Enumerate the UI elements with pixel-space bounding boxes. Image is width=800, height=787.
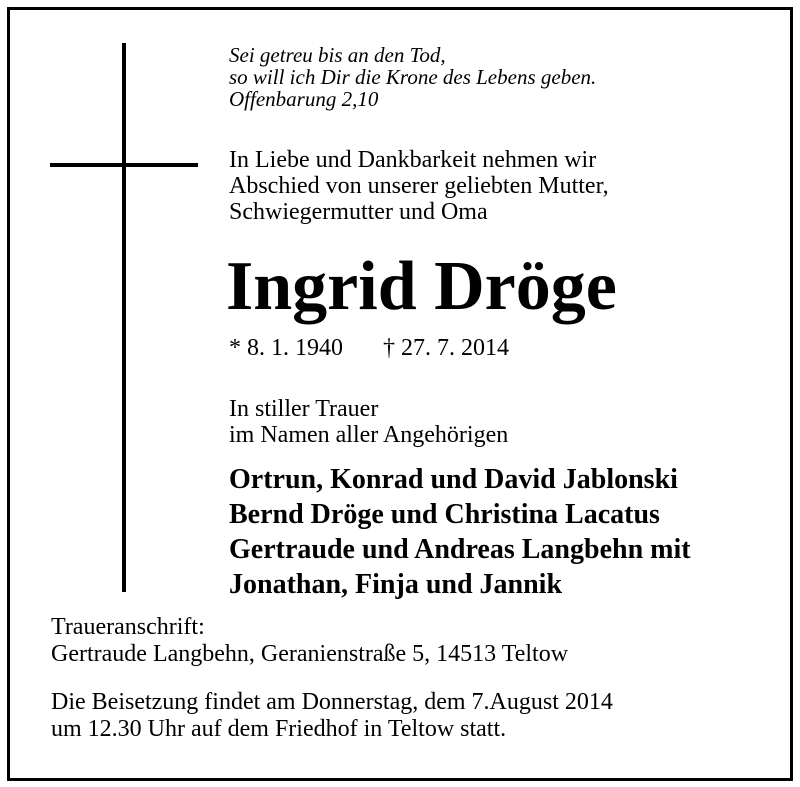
family-line: Gertraude und Andreas Langbehn mit: [229, 534, 691, 565]
death-date: † 27. 7. 2014: [383, 335, 509, 361]
birth-date: * 8. 1. 1940: [229, 335, 343, 361]
intro-line: In Liebe und Dankbarkeit nehmen wir: [229, 147, 597, 173]
intro-line: Schwiegermutter und Oma: [229, 199, 488, 225]
address-line: Gertraude Langbehn, Geranienstraße 5, 14513 Teltow: [51, 641, 569, 667]
cross-icon: [122, 43, 126, 592]
family-line: Jonathan, Finja und Jannik: [229, 569, 563, 600]
deceased-name: Ingrid Dröge: [226, 248, 617, 325]
funeral-line: Die Beisetzung findet am Donnerstag, dem 7.August 2014: [51, 689, 613, 715]
family-names: [229, 462, 691, 602]
family-line: Bernd Dröge und Christina Lacatus: [229, 499, 660, 530]
intro-text: [229, 147, 609, 225]
verse-line: Sei getreu bis an den Tod,: [229, 43, 446, 67]
mourning-address: [51, 614, 568, 668]
intro-line: Abschied von unserer geliebten Mutter,: [229, 173, 609, 199]
life-dates: [229, 334, 509, 362]
verse-reference: Offenbarung 2,10: [229, 87, 379, 111]
verse-line: so will ich Dir die Krone des Lebens geben.: [229, 65, 597, 89]
address-label: Traueranschrift:: [51, 614, 205, 640]
funeral-line: um 12.30 Uhr auf dem Friedhof in Teltow statt.: [51, 716, 507, 742]
cross-icon-bar: [50, 163, 198, 167]
funeral-info: [51, 689, 613, 743]
bible-verse: [229, 44, 596, 110]
family-line: Ortrun, Konrad und David Jablonski: [229, 464, 678, 495]
mourning-line: In stiller Trauer: [229, 396, 379, 422]
mourning-line: im Namen aller Angehörigen: [229, 422, 509, 448]
mourning-text: [229, 396, 508, 448]
